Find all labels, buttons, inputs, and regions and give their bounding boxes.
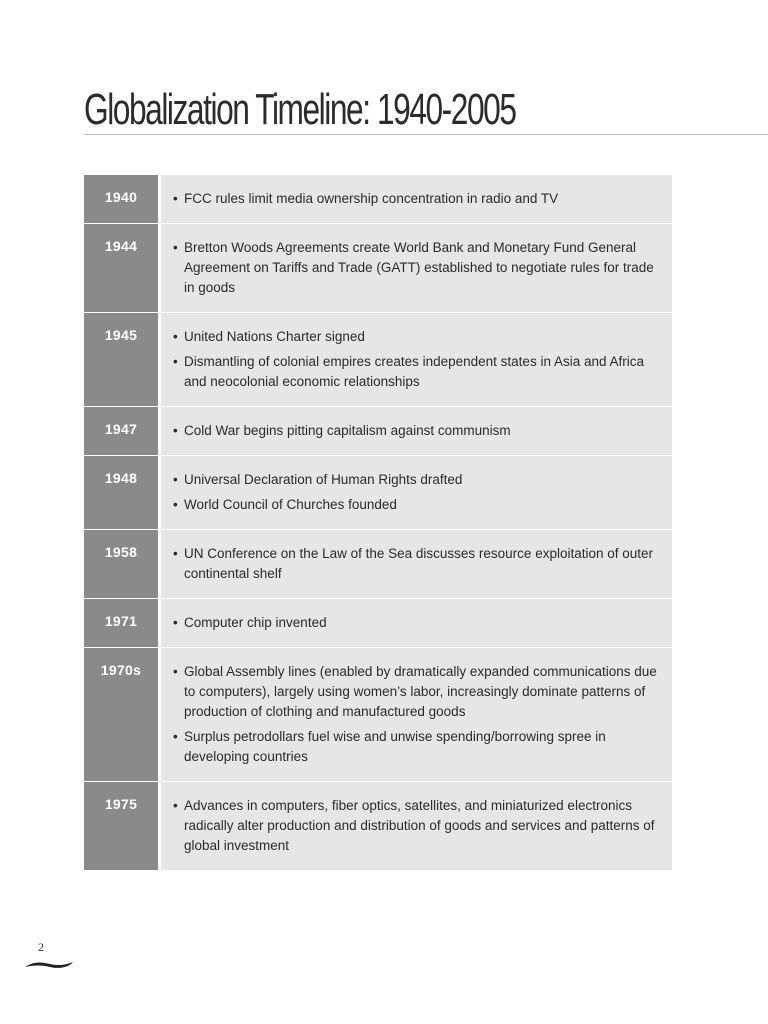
timeline-event: • Global Assembly lines (enabled by dramatically expanded communications due to computers), largely using women’s labor, increasingly dominate patterns of production of clothing and manufactured goods	[173, 662, 658, 722]
timeline-row	[84, 530, 672, 599]
timeline-table	[84, 175, 672, 870]
timeline-event: • United Nations Charter signed	[173, 327, 658, 347]
timeline-row	[84, 407, 672, 456]
timeline-event: • Dismantling of colonial empires creates independent states in Asia and Africa and neocolonial economic relationships	[173, 352, 658, 392]
timeline-row	[84, 175, 672, 224]
timeline-year: 1958	[84, 530, 158, 598]
timeline-year: 1971	[84, 599, 158, 647]
timeline-row	[84, 224, 672, 313]
timeline-year: 1940	[84, 175, 158, 223]
timeline-event: • Advances in computers, fiber optics, satellites, and miniaturized electronics radically alter production and distribution of goods and services and patterns of global investment	[173, 796, 658, 856]
timeline-events	[161, 782, 672, 870]
page-swash-ornament	[24, 957, 74, 971]
timeline-event: • Computer chip invented	[173, 613, 658, 633]
page-number: 2	[38, 940, 44, 954]
timeline-row	[84, 782, 672, 870]
timeline-events	[161, 648, 672, 781]
timeline-row	[84, 456, 672, 530]
page-title: Globalization Timeline: 1940-2005	[84, 85, 516, 134]
timeline-events	[161, 530, 672, 598]
timeline-event: • Cold War begins pitting capitalism against communism	[173, 421, 658, 441]
timeline-year: 1970s	[84, 648, 158, 781]
timeline-event: • UN Conference on the Law of the Sea discusses resource exploitation of outer continental shelf	[173, 544, 658, 584]
timeline-year: 1945	[84, 313, 158, 406]
timeline-year: 1947	[84, 407, 158, 455]
timeline-events	[161, 175, 672, 223]
timeline-events	[161, 224, 672, 312]
timeline-events	[161, 313, 672, 406]
timeline-events	[161, 599, 672, 647]
timeline-row	[84, 648, 672, 782]
timeline-event: • World Council of Churches founded	[173, 495, 658, 515]
timeline-events	[161, 456, 672, 529]
timeline-row	[84, 599, 672, 648]
timeline-event: • Universal Declaration of Human Rights drafted	[173, 470, 658, 490]
title-divider	[84, 134, 768, 135]
timeline-row	[84, 313, 672, 407]
timeline-year: 1944	[84, 224, 158, 312]
timeline-year: 1948	[84, 456, 158, 529]
timeline-event: • Surplus petrodollars fuel wise and unwise spending/borrowing spree in developing countries	[173, 727, 658, 767]
timeline-year: 1975	[84, 782, 158, 870]
timeline-event: • FCC rules limit media ownership concentration in radio and TV	[173, 189, 658, 209]
timeline-event: • Bretton Woods Agreements create World Bank and Monetary Fund General Agreement on Tariffs and Trade (GATT) established to negotiate rules for trade in goods	[173, 238, 658, 298]
timeline-events	[161, 407, 672, 455]
